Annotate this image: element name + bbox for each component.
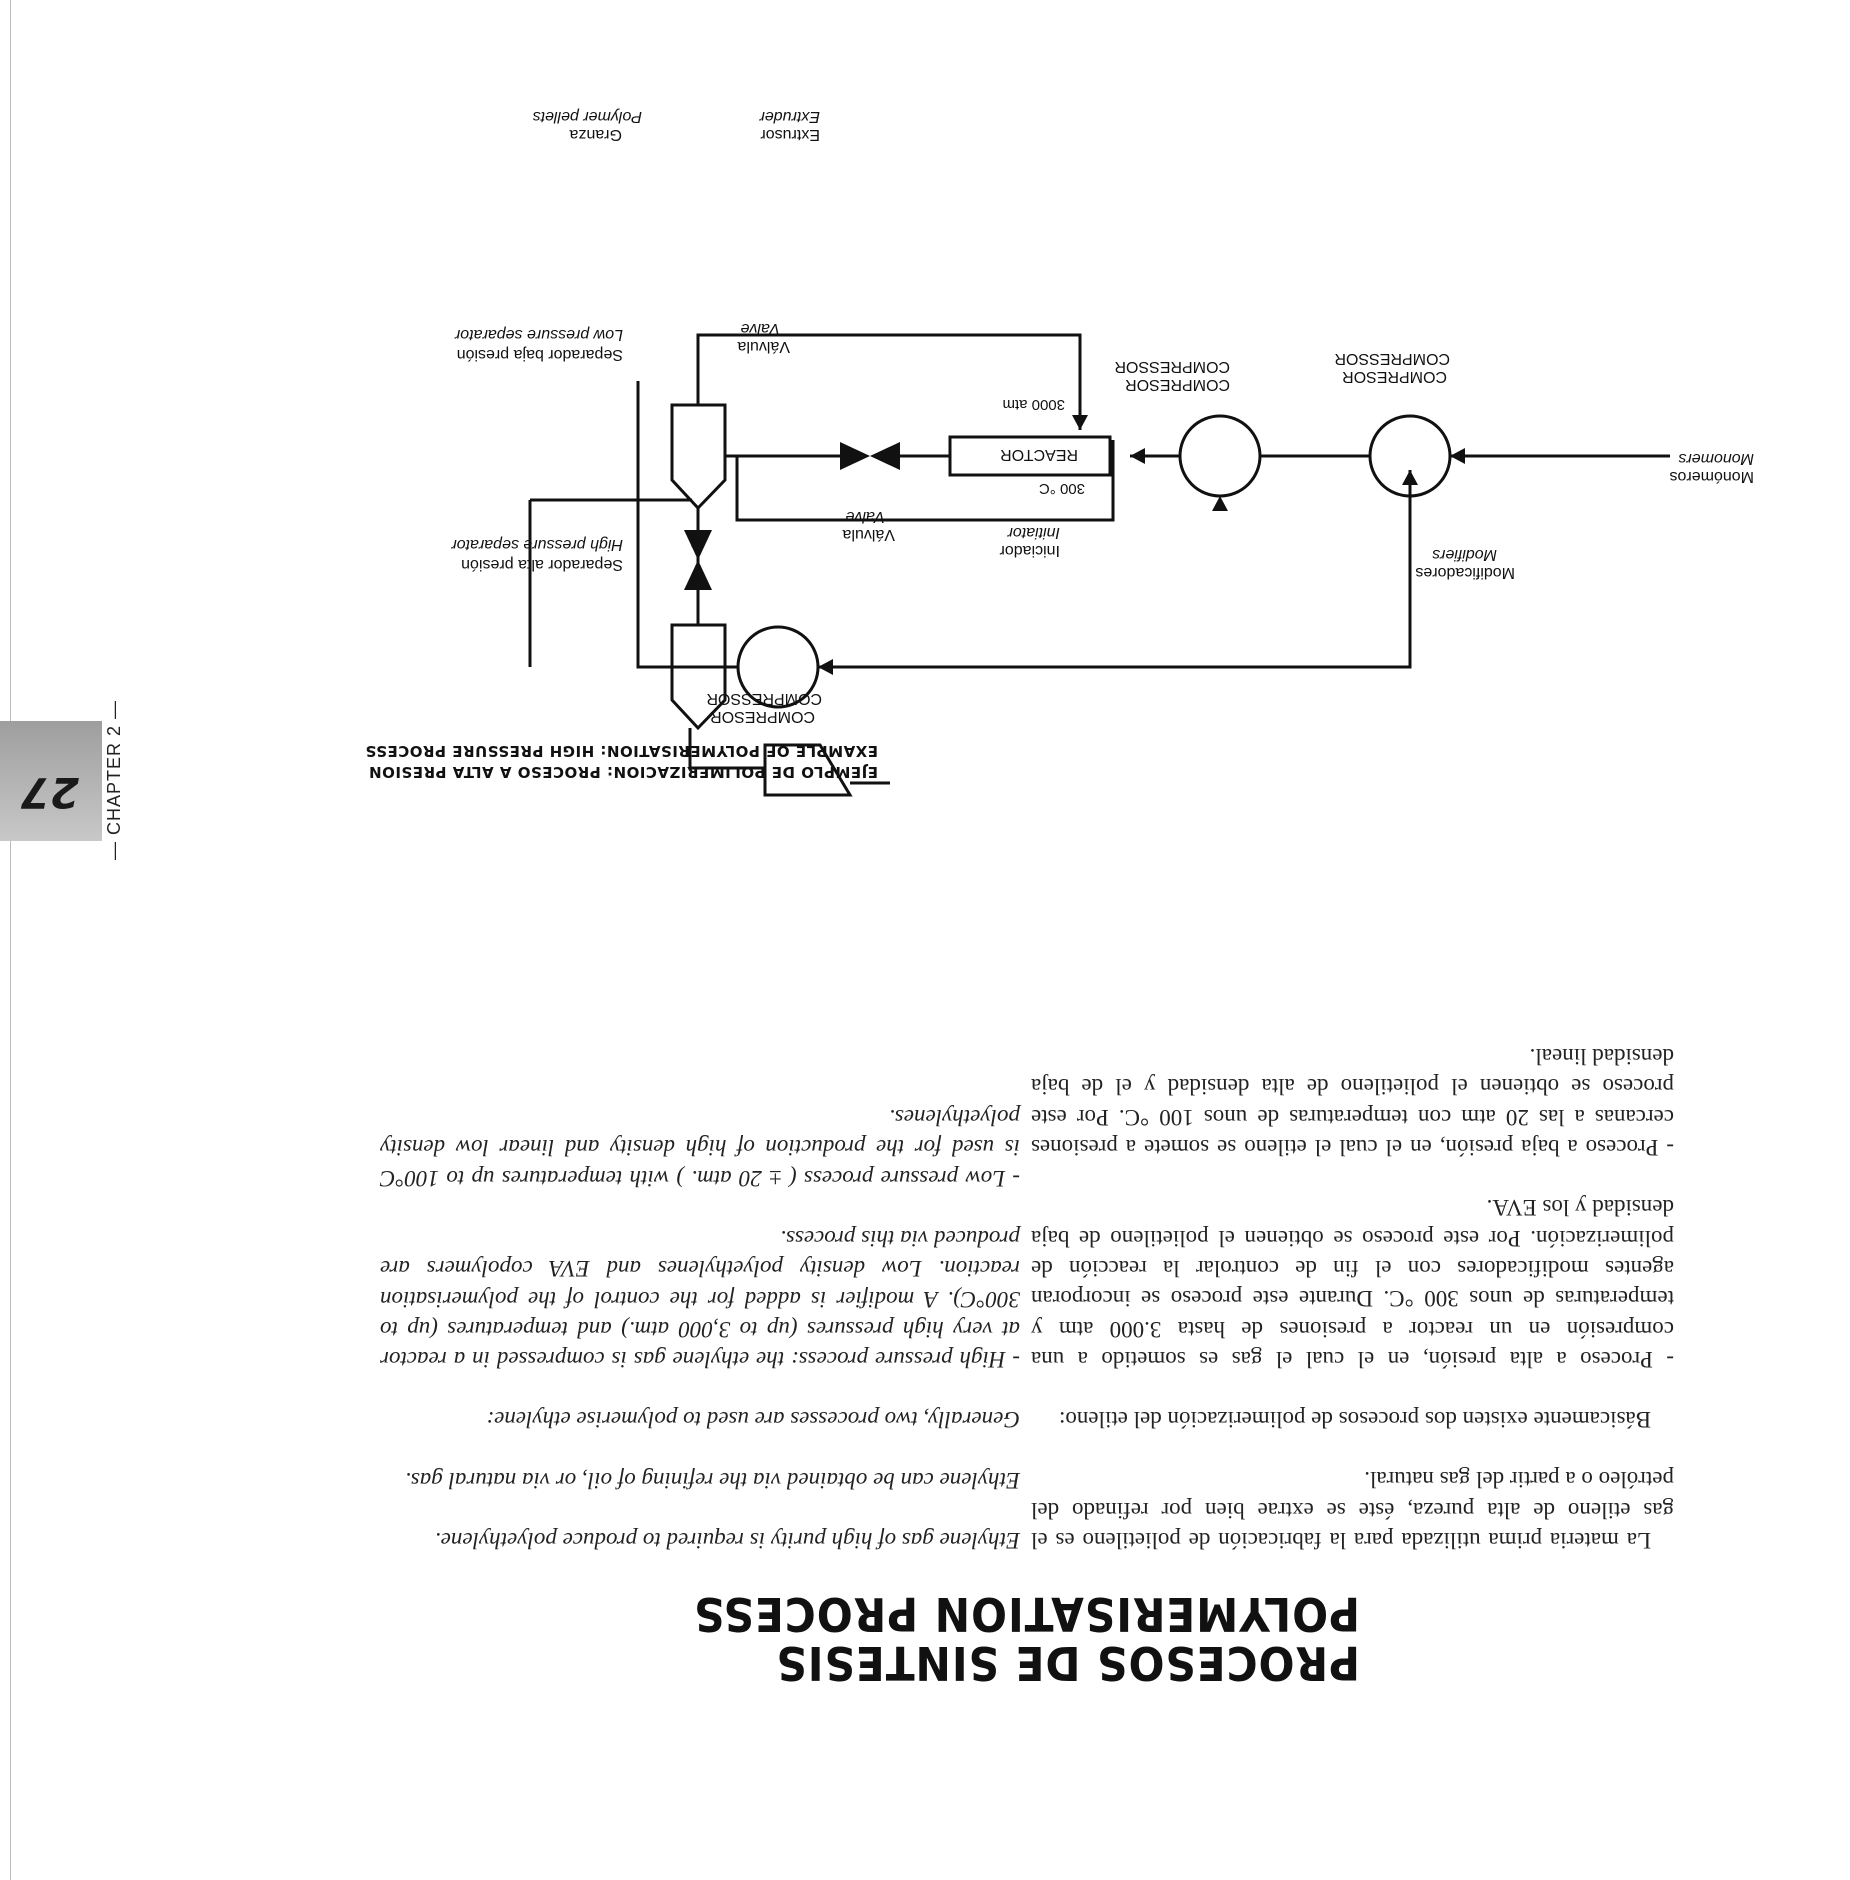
extruder-shape [765,745,850,795]
label-valve-1-en: Valve [845,508,885,525]
label-modifiers-es: Modificadores [1415,564,1515,581]
en-paragraph: Generally, two processes are used to polymerise ethylene: [486,1407,1020,1433]
label-compressor-mid-es: COMPRESOR [1125,376,1230,393]
label-compressor-mid-en: COMPRESSOR [1114,358,1230,375]
page-number: 27 [20,768,80,817]
label-extruder-en: Extruder [759,108,820,125]
en-item-low-pressure: - Low pressure process ( ± 20 atm. ) with temperatures up to 100°C is used for the production of high density and linear low density polyethylenes. [380,1105,1020,1191]
label-temp: 300 °C [1038,480,1085,497]
label-extruder-es: Extrusor [760,126,820,143]
chapter-label: — CHAPTER 2 — [104,699,124,860]
arrow-modifiers [1402,470,1418,485]
label-modifiers-en: Modifiers [1432,546,1497,563]
valve-1-icon [870,442,900,470]
label-monomers-es: Monómeros [1669,468,1754,485]
valve-2-icon-b [684,530,712,560]
label-compressor-right-es: COMPRESOR [1342,368,1447,385]
compressor-mid-circle [1180,416,1260,496]
valve-1-icon-b [840,442,870,470]
arrow-recycle-mid [1212,496,1228,511]
label-sep-high-en: High pressure separator [451,536,623,553]
label-monomers-en: Monomers [1678,450,1754,467]
page-title-en: POLYMERISATION PROCESS [693,1587,1360,1641]
es-paragraph: Básicamente existen dos procesos de polimerización del etileno: [1058,1407,1651,1433]
label-sep-high-es: Separador alta presión [461,556,623,573]
es-item-low-pressure: - Proceso a baja presión, en el cual el etileno se somete a presiones cercanas a las 20 atm con temperaturas de unos 100 °C. Por este proceso se obtienen el polietileno de alta densidad y el de baja densidad lineal. [1031,1044,1674,1161]
valve-2-icon [684,560,712,590]
label-sep-low-es: Separador baja presión [456,346,623,363]
label-sep-low-en: Low pressure separator [454,326,623,343]
label-valve-1-es: Válvula [842,526,895,543]
hp-separator-vessel [672,405,725,508]
label-valve-2-es: Válvula [737,338,790,355]
arrow-low-compressor [818,659,833,675]
label-pressure: 3000 atm [1002,396,1065,413]
label-compressor-bottom-es: COMPRESOR [710,708,815,725]
en-paragraph: Ethylene can be obtained via the refining of oil, or via natural gas. [405,1467,1020,1493]
extruder-body [690,728,765,768]
arrow-initiator [1072,415,1088,430]
label-reactor: REACTOR [1000,446,1078,463]
figure-caption-en: EXAMPLE OF POLYMERISATION: HIGH PRESSURE PROCESS [365,742,878,760]
page-title-es: PROCESOS DE SINTESIS [775,1636,1360,1690]
label-valve-2-en: Valve [740,320,780,337]
arrow-reactor-in [1130,448,1145,464]
label-initiator-en: Initiator [1007,524,1060,541]
en-paragraph: Ethylene gas of high purity is required to produce polyethylene. [434,1528,1020,1553]
en-item-high-pressure: - High pressure process: the ethylene gas is compressed in a reactor at very high pressures (up to 3,000 atm.) and temperatures (up to 300°C). A modifier is added for the control of the polymerisation reaction. Low density polyethylenes and EVA copolymers are produced via this process. [380,1225,1020,1373]
label-compressor-right-en: COMPRESSOR [1334,350,1450,367]
es-paragraph: La materia prima utilizada para la fabricación de polietileno es el gas etileno de alta pureza, éste se extrae bien por refinado del petróleo o a partir del gas natural. [1031,1467,1674,1553]
es-item-high-pressure: - Proceso a alta presión, en el cual el gas es sometido a una compresión en un reactor a presiones de hasta 3.000 atm y temperaturas de unos 300 °C. Durante este proceso se incorporan agentes modificadores con el fin de controlar la reacción de polimerización. Por este proceso se obtienen el polietileno de baja densidad y los EVA. [1031,1195,1674,1372]
label-compressor-bottom-en: COMPRESSOR [706,690,822,707]
label-pellets-en: Polymer pellets [532,108,642,125]
figure-caption-es: EJEMPLO DE POLIMERIZACION: PROCESO A ALTA PRESION [368,763,878,781]
label-initiator-es: Iniciador [999,542,1060,559]
label-pellets-es: Granza [569,126,622,143]
arrow-monomers [1450,448,1465,464]
